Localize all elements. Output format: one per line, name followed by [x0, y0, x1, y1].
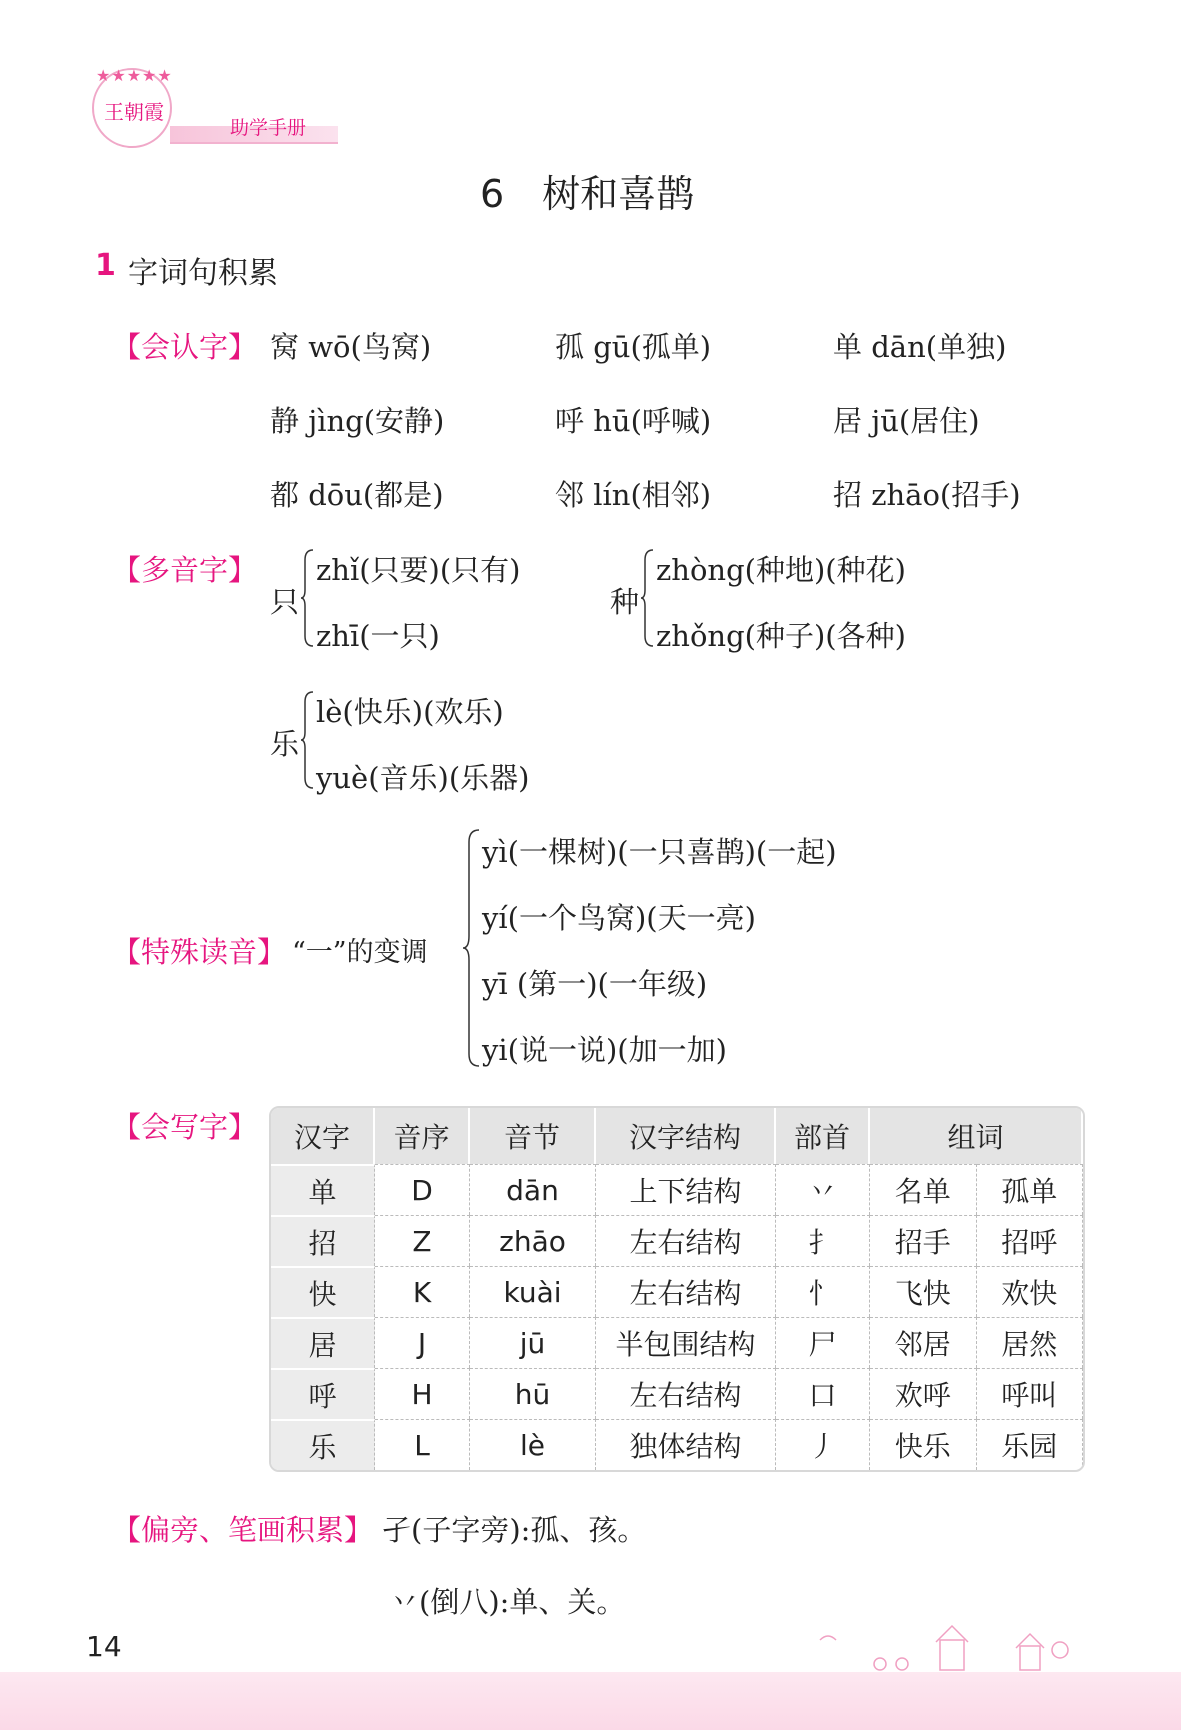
table-cell: 扌	[776, 1215, 870, 1266]
polyphone-reading: yuè(音乐)(乐器)	[316, 761, 530, 795]
table-cell: 半包围结构	[596, 1317, 776, 1368]
table-cell: 丿	[776, 1419, 870, 1470]
polyphone-reading: lè(快乐)(欢乐)	[316, 695, 504, 729]
book-label: 助学手册	[230, 117, 307, 139]
special-reading: yī (第一)(一年级)	[482, 967, 708, 1001]
table-row	[271, 1317, 1083, 1368]
logo-text: 王朝霞	[104, 100, 164, 124]
table-cell: 招呼	[977, 1215, 1084, 1266]
table-cell: 招	[271, 1215, 375, 1266]
page-number: 14	[86, 1630, 122, 1663]
recognize-item: 静 jìng(安静)	[270, 404, 445, 438]
table-cell: Z	[375, 1215, 470, 1266]
polyphone-reading: zhòng(种地)(种花)	[656, 553, 906, 587]
section-number: 1	[95, 248, 116, 283]
radical-line: 孑(子字旁):孤、孩。	[382, 1513, 647, 1547]
write-label: 【会写字】	[112, 1110, 258, 1144]
table-cell: 居然	[977, 1317, 1084, 1368]
table-cell: K	[375, 1266, 470, 1317]
radicals-label: 【偏旁、笔画积累】	[112, 1513, 374, 1547]
table-row	[271, 1368, 1083, 1419]
special-label: 【特殊读音】	[112, 935, 287, 969]
polyphone-char: 种	[610, 585, 640, 619]
table-cell: 快	[271, 1266, 375, 1317]
table-cell: 孤单	[977, 1164, 1084, 1215]
radical-line: 丷(倒八):单、关。	[390, 1585, 626, 1619]
table-cell: 招手	[870, 1215, 977, 1266]
table-cell: 左右结构	[596, 1266, 776, 1317]
table-cell: 左右结构	[596, 1368, 776, 1419]
houses-illustration-icon	[810, 1620, 1070, 1674]
write-table	[269, 1106, 1085, 1472]
table-header: 组词	[870, 1108, 1083, 1164]
special-intro: “一”的变调	[292, 937, 428, 968]
polyphone-reading: zhǐ(只要)(只有)	[316, 553, 521, 587]
recognize-item: 招 zhāo(招手)	[833, 478, 1021, 512]
recognize-item: 窝 wō(鸟窝)	[270, 330, 432, 364]
table-header: 汉字	[271, 1108, 375, 1164]
table-cell: 独体结构	[596, 1419, 776, 1470]
table-cell: lè	[470, 1419, 596, 1470]
table-cell: 呼叫	[977, 1368, 1084, 1419]
table-cell: kuài	[470, 1266, 596, 1317]
special-reading: yí(一个鸟窝)(天一亮)	[482, 901, 756, 935]
special-reading: yì(一棵树)(一只喜鹊)(一起)	[482, 835, 837, 869]
table-cell: 口	[776, 1368, 870, 1419]
table-cell: 上下结构	[596, 1164, 776, 1215]
table-cell: 尸	[776, 1317, 870, 1368]
page-title: 6 树和喜鹊	[480, 172, 695, 216]
logo-stars-icon: ★★★★★	[96, 66, 173, 85]
brace-icon	[640, 548, 654, 648]
table-cell: D	[375, 1164, 470, 1215]
polyphone-label: 【多音字】	[112, 553, 258, 587]
table-cell: 飞快	[870, 1266, 977, 1317]
table-cell: dān	[470, 1164, 596, 1215]
table-cell: 单	[271, 1164, 375, 1215]
table-row	[271, 1164, 1083, 1215]
brace-icon	[462, 828, 480, 1068]
table-cell: 欢呼	[870, 1368, 977, 1419]
polyphone-char: 只	[270, 585, 300, 619]
recognize-item: 邻 lín(相邻)	[555, 478, 712, 512]
recognize-item: 呼 hū(呼喊)	[555, 404, 712, 438]
table-cell: J	[375, 1317, 470, 1368]
polyphone-reading: zhī(一只)	[316, 619, 440, 653]
table-header-row	[271, 1108, 1083, 1164]
table-row	[271, 1266, 1083, 1317]
recognize-label: 【会认字】	[112, 330, 258, 364]
special-reading: yi(说一说)(加一加)	[482, 1033, 727, 1067]
recognize-item: 都 dōu(都是)	[270, 478, 444, 512]
table-cell: 名单	[870, 1164, 977, 1215]
brace-icon	[300, 690, 314, 790]
table-row	[271, 1215, 1083, 1266]
table-cell: hū	[470, 1368, 596, 1419]
section-title: 字词句积累	[128, 256, 278, 291]
table-cell: 忄	[776, 1266, 870, 1317]
recognize-item: 居 jū(居住)	[833, 404, 980, 438]
table-header: 音序	[375, 1108, 470, 1164]
table-cell: 左右结构	[596, 1215, 776, 1266]
table-header: 汉字结构	[596, 1108, 776, 1164]
table-cell: 欢快	[977, 1266, 1084, 1317]
brace-icon	[300, 548, 314, 648]
table-cell: L	[375, 1419, 470, 1470]
table-cell: 乐	[271, 1419, 375, 1470]
table-header: 音节	[470, 1108, 596, 1164]
footer-band	[0, 1672, 1181, 1730]
table-cell: 居	[271, 1317, 375, 1368]
table-row	[271, 1419, 1083, 1470]
table-cell: H	[375, 1368, 470, 1419]
table-cell: jū	[470, 1317, 596, 1368]
header-line	[170, 142, 338, 144]
table-cell: 邻居	[870, 1317, 977, 1368]
recognize-item: 单 dān(单独)	[833, 330, 1007, 364]
recognize-item: 孤 gū(孤单)	[555, 330, 712, 364]
table-cell: 快乐	[870, 1419, 977, 1470]
polyphone-char: 乐	[270, 727, 300, 761]
polyphone-reading: zhǒng(种子)(各种)	[656, 619, 906, 653]
table-cell: 丷	[776, 1164, 870, 1215]
table-cell: zhāo	[470, 1215, 596, 1266]
table-cell: 呼	[271, 1368, 375, 1419]
table-cell: 乐园	[977, 1419, 1084, 1470]
table-header: 部首	[776, 1108, 870, 1164]
